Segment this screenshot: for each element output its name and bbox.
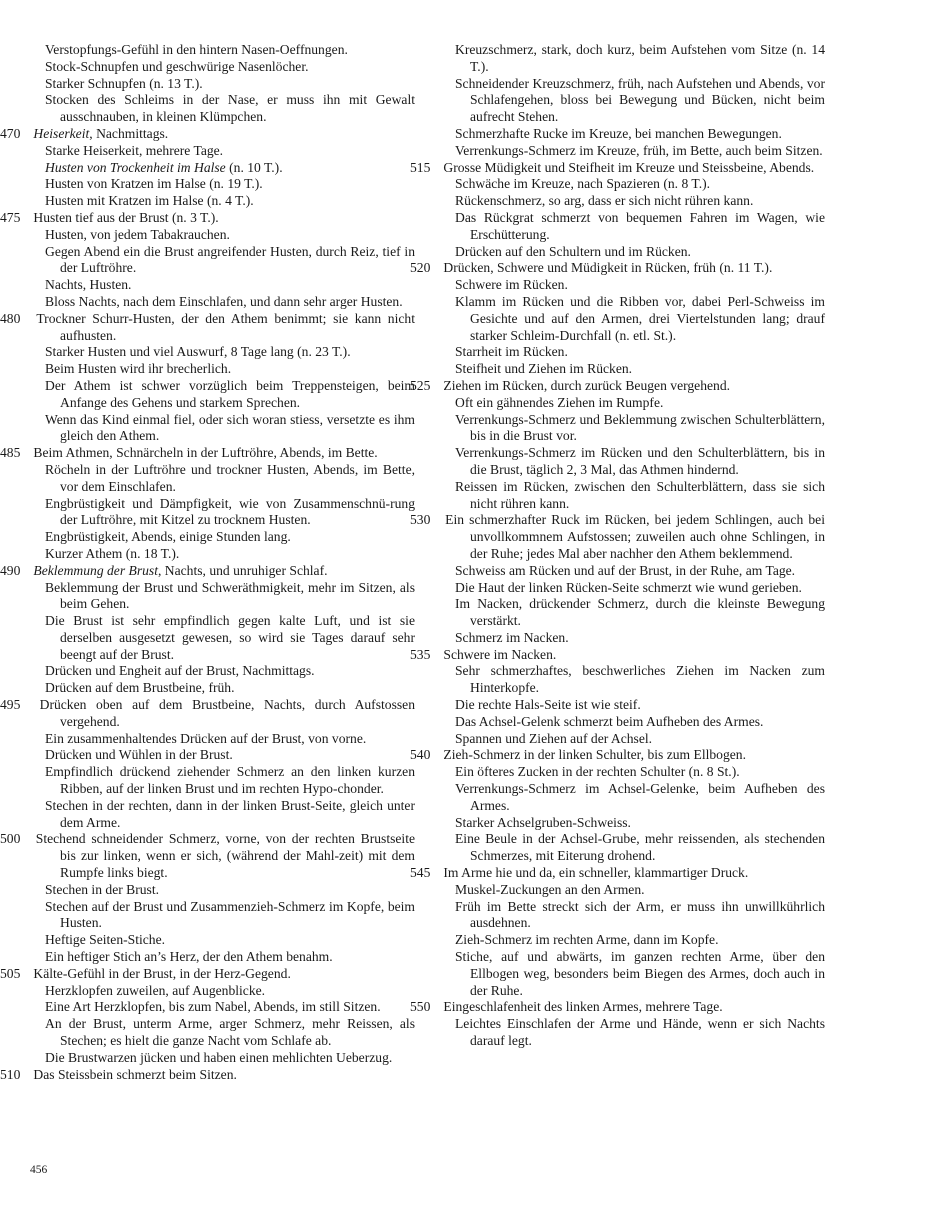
entry-text: Herzklopfen zuweilen, auf Augenblicke. <box>45 982 266 998</box>
entry-text: Eine Art Herzklopfen, bis zum Nabel, Abends, im still Sitzen. <box>45 999 381 1015</box>
symptom-entry <box>30 932 415 949</box>
symptom-entry: 505 Kälte-Gefühl in der Brust, in der Herz-Gegend. <box>0 965 291 981</box>
symptom-entry <box>30 663 415 680</box>
entry-text: Stiche, auf und abwärts, im ganzen rechten Arme, über den Ellbogen weg, besonders beim Biegen des Armes, doch auch in der Ruhe. <box>455 949 825 998</box>
entry-text: Drücken, Schwere und Müdigkeit in Rücken, früh (n. 11 T.). <box>443 260 773 276</box>
symptom-entry <box>440 395 825 412</box>
entry-text: Bloss Nachts, nach dem Einschlafen, und dann sehr arger Husten. <box>45 293 403 309</box>
symptom-entry <box>30 496 415 530</box>
symptom-entry <box>30 580 415 614</box>
entry-text: Beim Husten wird ihr brecherlich. <box>45 361 232 377</box>
entry-text: Die Brustwarzen jücken und haben einen mehlichten Ueberzug. <box>45 1049 393 1065</box>
symptom-entry <box>30 378 415 412</box>
entry-text: Stechen in der Brust. <box>45 881 160 897</box>
entry-text: Muskel-Zuckungen an den Armen. <box>455 881 645 897</box>
symptom-entry <box>440 76 825 126</box>
entry-text: Verstopfungs-Gefühl in den hintern Nasen-Oeffnungen. <box>45 42 348 57</box>
entry-text: Stock-Schnupfen und geschwürige Nasenlöcher. <box>45 58 309 74</box>
entry-text: Empfindlich drückend ziehender Schmerz an den linken kurzen Ribben, auf der linken Brust und im rechten Hypo-chonder. <box>45 764 415 797</box>
entry-text: Verrenkungs-Schmerz im Rücken und den Schulterblättern, bis in die Brust, täglich 2, 3 Mal, das Athmen hindernd. <box>455 445 825 477</box>
entry-text: Schmerz im Nacken. <box>455 629 569 645</box>
entry-text: Kälte-Gefühl in der Brust, in der Herz-Gegend. <box>33 965 291 981</box>
entry-text: Stechend schneidender Schmerz, vorne, von der rechten Brustseite bis zur linken, wenn er sich, (während der Mahl-zeit) mit dem Rumpfe links biegt. <box>35 831 416 881</box>
symptom-entry <box>30 1016 415 1050</box>
entry-text: Verrenkungs-Schmerz und Beklemmung zwischen Schulterblättern, bis in die Brust vor. <box>455 411 825 444</box>
symptom-entry <box>440 210 825 244</box>
symptom-entry <box>30 59 415 76</box>
entry-text: Schneidender Kreuzschmerz, früh, nach Aufstehen und Abends, vor Schlafengehen, bloss bei Bewegung und Bücken, nicht beim aufrecht Stehen. <box>455 75 825 125</box>
entry-text: Ein schmerzhafter Ruck im Rücken, bei jedem Schlingen, auch bei unvollkommnem Aufstossen; zuweilen auch ohne Schlingen, in der Ruhe; jedes Mal aber nachher den Athem beklemmend. <box>445 512 825 561</box>
entry-text: Die Haut der linken Rücken-Seite schmerzt wie wund gerieben. <box>455 579 802 595</box>
symptom-entry <box>30 731 415 748</box>
entry-text: Starke Heiserkeit, mehrere Tage. <box>45 142 224 158</box>
entry-emphasis: Husten von Trockenheit im Halse <box>45 159 226 175</box>
symptom-entry <box>30 546 415 563</box>
symptom-entry <box>30 680 415 697</box>
entry-text: Husten tief aus der Brust (n. 3 T.). <box>33 209 219 225</box>
symptom-entry: 515 Grosse Müdigkeit und Steifheit im Kreuze und Steissbeine, Abends. <box>410 159 815 175</box>
entry-text: Eine Beule in der Achsel-Grube, mehr reissenden, als stechenden Schmerzes, mit Eiterung drohend. <box>455 831 825 864</box>
entry-text: Leichtes Einschlafen der Arme und Hände, wenn er sich Nachts darauf legt. <box>455 1016 825 1049</box>
entry-text: Schwere im Nacken. <box>443 646 557 662</box>
symptom-entry <box>440 412 825 446</box>
symptom-entry <box>440 126 825 143</box>
entry-text: Schwäche im Kreuze, nach Spazieren (n. 8 T.). <box>455 176 711 192</box>
symptom-entry <box>30 227 415 244</box>
entry-text: Reissen im Rücken, zwischen den Schulterblättern, dass sie sich nicht rühren kann. <box>455 478 825 511</box>
entry-text: Verrenkungs-Schmerz im Achsel-Gelenke, beim Aufheben des Armes. <box>455 781 825 813</box>
symptom-entry <box>440 663 825 697</box>
entry-text: Spannen und Ziehen auf der Achsel. <box>455 730 653 746</box>
symptom-entry: 485 Beim Athmen, Schnärcheln in der Luftröhre, Abends, im Bette. <box>0 445 378 461</box>
entry-text: Die Brust ist sehr empfindlich gegen kalte Luft, und ist sie derselben ausgesetzt gewesen, so wird sie Tages darauf sehr beengt auf der Brust. <box>45 613 415 662</box>
entry-text: Starker Achselgruben-Schweiss. <box>455 814 631 830</box>
entry-text: Schweiss am Rücken und auf der Brust, in der Ruhe, am Tage. <box>455 562 796 578</box>
entry-text: Drücken oben auf dem Brustbeine, Nachts, durch Aufstossen vergehend. <box>39 697 415 729</box>
entry-text: Schmerzhafte Rucke im Kreuze, bei manchen Bewegungen. <box>455 125 782 141</box>
entry-text: Früh im Bette streckt sich der Arm, er muss ihn unwillkührlich ausdehnen. <box>455 898 825 931</box>
symptom-entry: 530 Ein schmerzhafter Ruck im Rücken, bei jedem Schlingen, auch bei unvollkommnem Aufstossen; zuweilen auch ohne Schlingen, in der Ruhe; jedes Mal aber nachher den Athem beklemmend. <box>410 512 825 561</box>
symptom-entry <box>30 999 415 1016</box>
symptom-entry: 510 Das Steissbein schmerzt beim Sitzen. <box>0 1066 237 1082</box>
symptom-entry: 550 Eingeschlafenheit des linken Armes, mehrere Tage. <box>410 999 723 1015</box>
symptom-entry <box>30 193 415 210</box>
entry-text: Wenn das Kind einmal fiel, oder sich woran stiess, versetzte es ihm gleich den Athem. <box>45 411 415 444</box>
entry-text: Röcheln in der Luftröhre und trockner Husten, Abends, im Bette, vor dem Einschlafen. <box>45 461 415 494</box>
symptom-entry <box>30 764 415 798</box>
entry-text: Drücken und Engheit auf der Brust, Nachmittags. <box>45 663 315 679</box>
entry-text: Gegen Abend ein die Brust angreifender Husten, durch Reiz, tief in der Luftröhre. <box>45 243 415 276</box>
entry-text: Husten mit Kratzen im Halse (n. 4 T.). <box>45 193 254 209</box>
symptom-entry: 540 Zieh-Schmerz in der linken Schulter, bis zum Ellbogen. <box>410 747 746 763</box>
symptom-entry <box>440 1016 825 1050</box>
symptom-entry <box>30 42 415 59</box>
symptom-entry <box>30 747 415 764</box>
symptom-entry <box>440 764 825 781</box>
symptom-entry <box>30 798 415 832</box>
symptom-entry <box>440 563 825 580</box>
left-column <box>0 42 416 1083</box>
symptom-entry: 480 Trockner Schurr-Husten, der den Athem benimmt; sie kann nicht aufhusten. <box>0 310 415 343</box>
entry-text: Klamm im Rücken und die Ribben vor, dabei Perl-Schweiss im Gesichte und auf den Armen, drei Viertelstunden lang; drauf starker Schleim-Durchfall (n. etl. St.). <box>455 293 825 343</box>
entry-text: (n. 10 T.). <box>225 159 283 175</box>
symptom-entry: 535 Schwere im Nacken. <box>410 646 557 662</box>
symptom-entry <box>440 815 825 832</box>
entry-text: Im Nacken, drückender Schmerz, durch die kleinste Bewegung verstärkt. <box>455 596 825 629</box>
entry-text: Ein öfteres Zucken in der rechten Schulter (n. 8 St.). <box>455 764 740 780</box>
symptom-entry <box>440 882 825 899</box>
symptom-entry <box>440 596 825 630</box>
symptom-entry: 470 Heiserkeit, Nachmittags. <box>0 125 169 141</box>
symptom-entry <box>30 412 415 446</box>
symptom-entry <box>30 882 415 899</box>
symptom-entry <box>30 143 415 160</box>
symptom-entry: 545 Im Arme hie und da, ein schneller, klammartiger Druck. <box>410 865 749 881</box>
entry-text: Starrheit im Rücken. <box>455 344 568 360</box>
entry-text: Stechen auf der Brust und Zusammenzieh-Schmerz im Kopfe, beim Husten. <box>45 898 415 931</box>
entry-text: , Nachmittags. <box>89 125 169 141</box>
right-column <box>410 42 825 1050</box>
symptom-entry <box>30 160 415 177</box>
symptom-entry <box>440 479 825 513</box>
entry-text: Stechen in der rechten, dann in der linken Brust-Seite, gleich unter dem Arme. <box>45 797 415 830</box>
symptom-entry <box>30 529 415 546</box>
entry-text: Der Athem ist schwer vorzüglich beim Treppensteigen, beim Anfange des Gehens und starkem Sprechen. <box>45 377 415 410</box>
symptom-entry: 495 Drücken oben auf dem Brustbeine, Nachts, durch Aufstossen vergehend. <box>0 697 415 729</box>
symptom-entry <box>440 143 825 160</box>
entry-emphasis: Heiserkeit <box>33 125 90 141</box>
symptom-entry <box>440 731 825 748</box>
entry-text: An der Brust, unterm Arme, arger Schmerz, mehr Reissen, als Stechen; es hielt die ganze Nacht vom Schlafe ab. <box>45 1016 415 1049</box>
entry-text: Schwere im Rücken. <box>455 277 568 293</box>
entry-text: Beklemmung der Brust und Schweräthmigkeit, mehr im Sitzen, als beim Gehen. <box>45 579 415 612</box>
page-number: 456 <box>30 1164 48 1176</box>
entry-text: Starker Husten und viel Auswurf, 8 Tage lang (n. 23 T.). <box>45 344 351 360</box>
entry-text: Starker Schnupfen (n. 13 T.). <box>45 75 203 91</box>
symptom-entry <box>440 949 825 999</box>
entry-text: Zieh-Schmerz in der linken Schulter, bis zum Ellbogen. <box>443 747 746 763</box>
entry-text: Ein heftiger Stich an’s Herz, der den Athem benahm. <box>45 949 333 965</box>
symptom-entry <box>440 176 825 193</box>
symptom-entry <box>30 294 415 311</box>
symptom-entry <box>30 92 415 126</box>
entry-text: Beim Athmen, Schnärcheln in der Luftröhre, Abends, im Bette. <box>33 445 378 461</box>
symptom-entry <box>440 697 825 714</box>
entry-text: Zieh-Schmerz im rechten Arme, dann im Kopfe. <box>455 932 719 948</box>
symptom-entry <box>440 294 825 344</box>
symptom-entry: 520 Drücken, Schwere und Müdigkeit in Rücken, früh (n. 11 T.). <box>410 260 773 276</box>
entry-text: Heftige Seiten-Stiche. <box>45 932 166 948</box>
entry-text: Ziehen im Rücken, durch zurück Beugen vergehend. <box>443 377 731 393</box>
symptom-entry: 500 Stechend schneidender Schmerz, vorne, von der rechten Brustseite bis zur linken, wenn er sich, (während der Mahl-zeit) mit dem Rumpfe links biegt. <box>0 831 416 881</box>
entry-text: Sehr schmerzhaftes, beschwerliches Ziehen im Nacken zum Hinterkopfe. <box>455 663 825 696</box>
symptom-entry <box>30 361 415 378</box>
entry-text: Oft ein gähnendes Ziehen im Rumpfe. <box>455 394 664 410</box>
entry-text: Im Arme hie und da, ein schneller, klammartiger Druck. <box>443 865 749 881</box>
entry-text: Die rechte Hals-Seite ist wie steif. <box>455 697 641 713</box>
entry-text: , Nachts, und unruhiger Schlaf. <box>158 562 328 578</box>
symptom-entry <box>440 899 825 933</box>
entry-text: Drücken auf dem Brustbeine, früh. <box>45 680 235 696</box>
symptom-entry <box>440 193 825 210</box>
symptom-entry <box>440 344 825 361</box>
symptom-entry <box>30 613 415 663</box>
entry-text: Steifheit und Ziehen im Rücken. <box>455 361 633 377</box>
symptom-entry <box>30 244 415 278</box>
entry-text: Grosse Müdigkeit und Steifheit im Kreuze und Steissbeine, Abends. <box>443 159 815 175</box>
symptom-entry: 475 Husten tief aus der Brust (n. 3 T.). <box>0 209 219 225</box>
symptom-entry <box>440 831 825 865</box>
symptom-entry <box>440 932 825 949</box>
symptom-entry <box>440 277 825 294</box>
symptom-entry <box>30 344 415 361</box>
entry-text: Husten, von jedem Tabakrauchen. <box>45 226 230 242</box>
symptom-entry <box>440 361 825 378</box>
symptom-entry <box>440 244 825 261</box>
entry-text: Nachts, Husten. <box>45 277 132 293</box>
symptom-entry <box>440 630 825 647</box>
symptom-entry <box>30 76 415 93</box>
entry-text: Drücken auf den Schultern und im Rücken. <box>455 243 691 259</box>
entry-text: Drücken und Wühlen in der Brust. <box>45 747 233 763</box>
entry-emphasis: Beklemmung der Brust <box>33 562 158 578</box>
entry-text: Das Achsel-Gelenk schmerzt beim Aufheben des Armes. <box>455 713 764 729</box>
entry-text: Das Rückgrat schmerzt von bequemen Fahren im Wagen, wie Erschütterung. <box>455 209 825 242</box>
entry-text: Kurzer Athem (n. 18 T.). <box>45 545 180 561</box>
symptom-entry <box>440 42 825 76</box>
entry-text: Das Steissbein schmerzt beim Sitzen. <box>33 1066 237 1082</box>
entry-text: Trockner Schurr-Husten, der den Athem benimmt; sie kann nicht aufhusten. <box>36 310 415 343</box>
symptom-entry <box>440 714 825 731</box>
symptom-entry <box>30 899 415 933</box>
entry-text: Engbrüstigkeit, Abends, einige Stunden lang. <box>45 529 291 545</box>
symptom-entry <box>440 445 825 479</box>
entry-text: Stocken des Schleims in der Nase, er muss ihn mit Gewalt ausschnauben, in kleinen Klümpchen. <box>45 92 415 125</box>
symptom-entry <box>30 1050 415 1067</box>
entry-text: Kreuzschmerz, stark, doch kurz, beim Aufstehen vom Sitze (n. 14 T.). <box>455 42 825 74</box>
entry-text: Ein zusammenhaltendes Drücken auf der Brust, von vorne. <box>45 730 367 746</box>
entry-text: Husten von Kratzen im Halse (n. 19 T.). <box>45 176 263 192</box>
symptom-entry <box>440 580 825 597</box>
entry-text: Verrenkungs-Schmerz im Kreuze, früh, im Bette, auch beim Sitzen. <box>455 142 823 158</box>
entry-text: Engbrüstigkeit und Dämpfigkeit, wie von Zusammenschnü-rung der Luftröhre, mit Kitzel zu trocknem Husten. <box>45 495 415 528</box>
symptom-entry <box>30 277 415 294</box>
entry-text: Rückenschmerz, so arg, dass er sich nicht rühren kann. <box>455 193 754 209</box>
symptom-entry <box>440 781 825 815</box>
symptom-entry <box>30 462 415 496</box>
symptom-entry <box>30 176 415 193</box>
symptom-entry <box>30 949 415 966</box>
symptom-entry <box>30 983 415 1000</box>
symptom-entry: 490 Beklemmung der Brust, Nachts, und unruhiger Schlaf. <box>0 562 328 578</box>
entry-text: Eingeschlafenheit des linken Armes, mehrere Tage. <box>443 999 723 1015</box>
symptom-entry: 525 Ziehen im Rücken, durch zurück Beugen vergehend. <box>410 377 731 393</box>
